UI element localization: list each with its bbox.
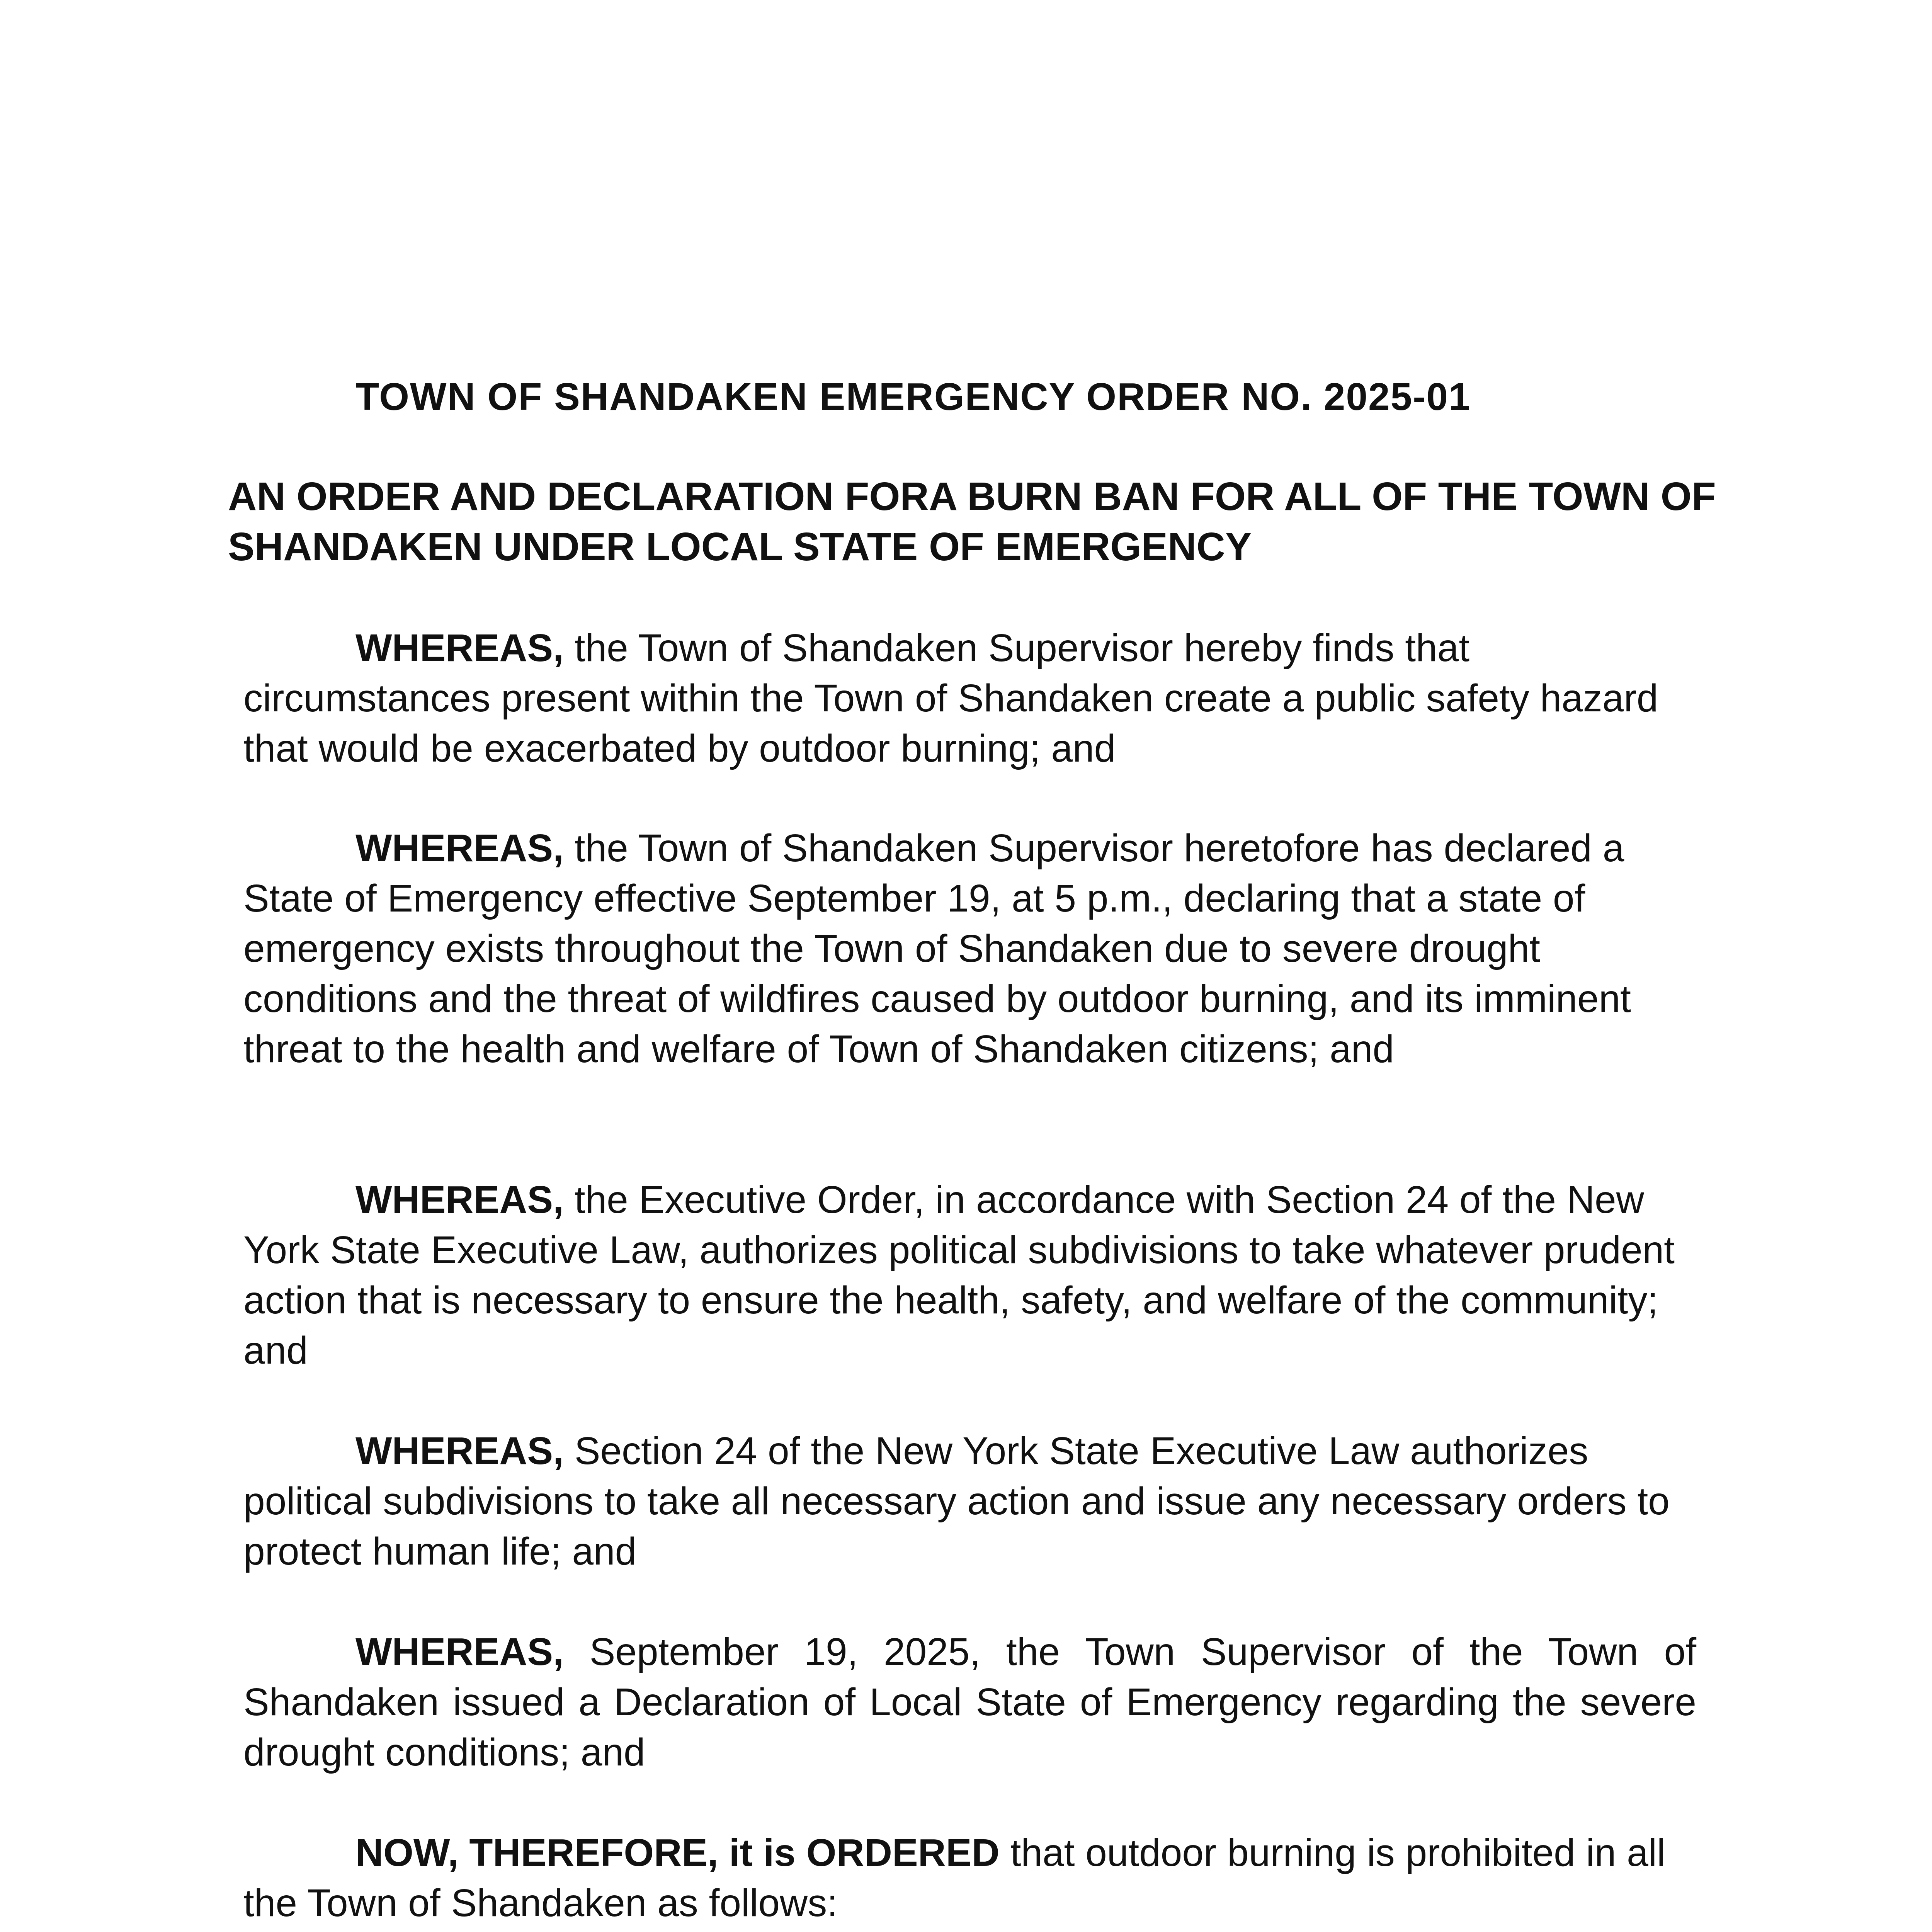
whereas-text: the Executive Order, in accordance with Section 24 of the New York State Executive Law, authorizes political subdivisions to take whatever prudent action that is necessary to ensure the health, safety, and welfare of the community; and bbox=[243, 1178, 1675, 1372]
whereas-keyword: WHEREAS, bbox=[355, 626, 564, 670]
whereas-keyword: WHEREAS, bbox=[355, 827, 564, 870]
order-text: that outdoor burning is prohibited in all the Town of Shandaken as follows: bbox=[243, 1831, 1666, 1925]
whereas-paragraph-4 bbox=[243, 1426, 1696, 1577]
whereas-keyword: WHEREAS, bbox=[355, 1178, 564, 1221]
whereas-paragraph-3 bbox=[243, 1175, 1696, 1376]
order-paragraph bbox=[243, 1828, 1696, 1928]
whereas-paragraph-1 bbox=[243, 623, 1696, 774]
whereas-text: the Town of Shandaken Supervisor heretofore has declared a State of Emergency effective September 19, at 5 p.m., declaring that a state of emergency exists throughout the Town of Shandaken due to severe drought conditions and the threat of wildfires caused by outdoor burning, and its imminent threat to the health and welfare of Town of Shandaken citizens; and bbox=[243, 827, 1631, 1071]
document-subtitle: AN ORDER AND DECLARATION FORA BURN BAN FOR ALL OF THE TOWN OF SHANDAKEN UNDER LOCAL STATE OF EMERGENCY bbox=[228, 474, 1716, 569]
whereas-text: September 19, 2025, the Town Supervisor of the Town of Shandaken issued a Declaration of Local State of Emergency regarding the severe drought conditions; and bbox=[243, 1630, 1696, 1774]
whereas-text: the Town of Shandaken Supervisor hereby finds that circumstances present within the Town of Shandaken create a public safety hazard that would be exacerbated by outdoor burning; and bbox=[243, 626, 1658, 770]
whereas-keyword: WHEREAS, bbox=[355, 1630, 564, 1673]
whereas-keyword: WHEREAS, bbox=[355, 1429, 564, 1473]
document-title: TOWN OF SHANDAKEN EMERGENCY ORDER NO. 2025-01 bbox=[355, 375, 1471, 418]
whereas-paragraph-2 bbox=[243, 823, 1696, 1074]
order-keyword: NOW, THEREFORE, it is ORDERED bbox=[355, 1831, 1000, 1874]
whereas-paragraph-5 bbox=[243, 1627, 1696, 1777]
whereas-text: Section 24 of the New York State Executive Law authorizes political subdivisions to take all necessary action and issue any necessary orders to protect human life; and bbox=[243, 1429, 1670, 1573]
